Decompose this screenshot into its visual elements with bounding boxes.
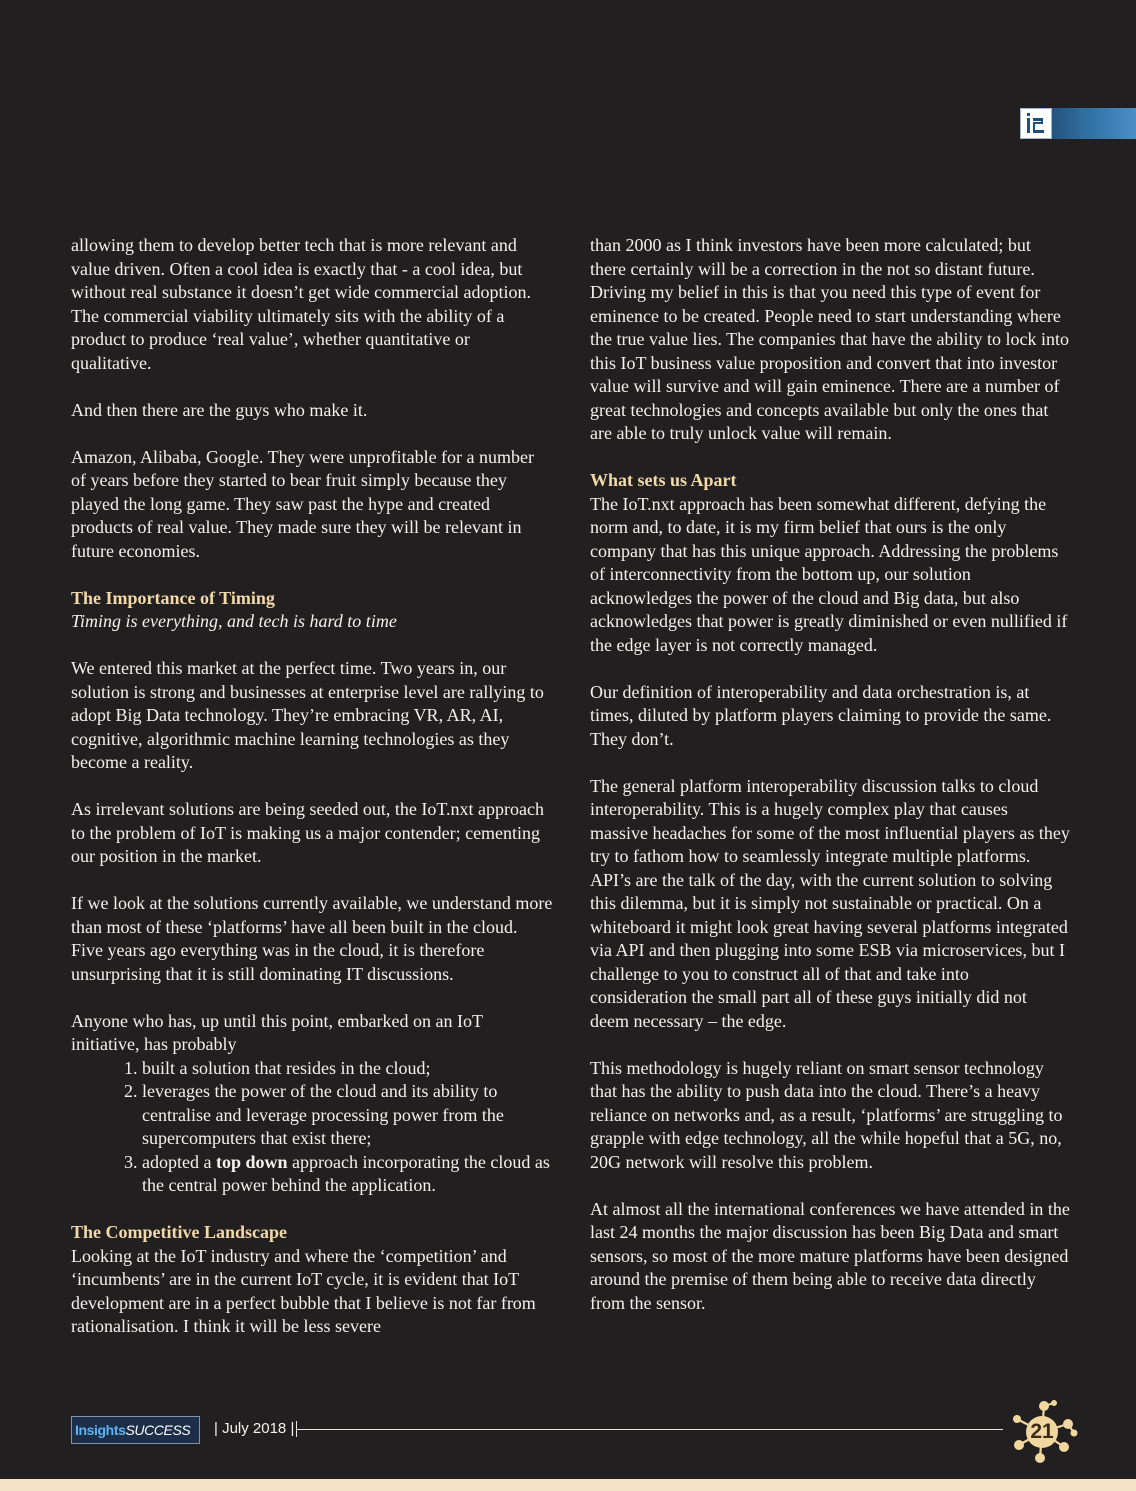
paragraph: And then there are the guys who make it. [71, 399, 368, 420]
list-item [142, 1151, 553, 1198]
list-item [142, 1057, 553, 1081]
page-number: 21 [1030, 1420, 1054, 1443]
paragraph: We entered this market at the perfect time. Two years in, our solution is strong and businesses at enterprise level are rallying to adopt Big Data technology. They’re embracing VR, AR, AI, cognitive, algorithmic machine learning technologies as they become a reality. [71, 658, 544, 772]
i2-logo-icon [1020, 108, 1052, 139]
paragraph: Amazon, Alibaba, Google. They were unprofitable for a number of years before they started to bear fruit simply because they played the long game. They saw past the hype and created products of real value. They made sure they will be relevant in future economies. [71, 446, 535, 561]
numbered-list [71, 1057, 553, 1198]
list-item-text: built a solution that resides in the cloud; [142, 1057, 431, 1078]
paragraph: Anyone who has, up until this point, embarked on an IoT initiative, has probably [71, 1010, 483, 1054]
list-item-text-pre: adopted a [142, 1151, 216, 1172]
right-column [590, 234, 1070, 1339]
section-heading-apart: What sets us Apart [590, 470, 737, 490]
paragraph: As irrelevant solutions are being seeded out, the IoT.nxt approach to the problem of IoT is making us a major contender; cementing our position in the market. [71, 799, 545, 866]
paragraph: than 2000 as I think investors have been more calculated; but there certainly will be a correction in the not so distant future. Driving my belief in this is that you need this type of event for eminence to be created. People need to start understanding where the true value lies. The companies that have the ability to lock into this IoT business value proposition and convert that into investor value will survive and will gain eminence. There are a number of great technologies and concepts available but only the ones that are able to truly unlock value will remain. [590, 235, 1070, 443]
paragraph: This methodology is hugely reliant on smart sensor technology that has the ability to push data into the cloud. There’s a heavy reliance on networks and, as a result, ‘platforms’ are struggling to grapple with edge technology, all the while hopeful that a 5G, no, 20G network will resolve this problem. [590, 1057, 1063, 1172]
paragraph: Looking at the IoT industry and where the ‘competition’ and ‘incumbents’ are in the current IoT cycle, it is evident that IoT development are in a perfect bubble that I believe is not far from rationalisation. I think it will be less severe [71, 1245, 536, 1336]
paragraph: If we look at the solutions currently available, we understand more than most of these ‘platforms’ have all been built in the cloud. Five years ago everything was in the cloud, it is therefore unsurprising that it is still dominating IT discussions. [71, 893, 553, 984]
left-column [71, 234, 553, 1362]
list-item-text-post: approach incorporating the cloud as the central power behind the application. [142, 1151, 550, 1195]
section-heading-timing: The Importance of Timing [71, 587, 275, 608]
paragraph: At almost all the international conferences we have attended in the last 24 months the major discussion has been Big Data and smart sensors, so most of the more mature platforms have been designed around the premise of them being able to receive data directly from the sensor. [590, 1198, 1070, 1313]
issue-date: | July 2018 | [214, 1420, 295, 1437]
paragraph: allowing them to develop better tech that is more relevant and value driven. Often a cool idea is exactly that - a cool idea, but without real substance it doesn’t get wide commercial adoption. The commercial viability ultimately sits with the ability of a product to produce ‘real value’, whether quantitative or qualitative. [71, 235, 532, 373]
bottom-strip [0, 1479, 1136, 1491]
list-item-text: leverages the power of the cloud and its ability to centralise and leverage processing power from the supercomputers that exist there; [142, 1081, 504, 1148]
paragraph: Our definition of interoperability and data orchestration is, at times, diluted by platform players claiming to provide the same. They don’t. [590, 681, 1052, 749]
logo-main-text: Insights [75, 1422, 126, 1438]
section-heading-competitive: The Competitive Landscape [71, 1222, 287, 1242]
list-item [142, 1080, 553, 1151]
footer-divider [297, 1429, 1003, 1430]
list-item-bold-text: top down [215, 1151, 288, 1172]
section-subtitle: Timing is everything, and tech is hard to time [71, 611, 397, 631]
paragraph: The IoT.nxt approach has been somewhat different, defying the norm and, to date, it is my firm belief that ours is the only company that has this unique approach. Addressing the problems of interconnectivity from the bottom up, our solution acknowledges the power of the cloud and Big data, but also acknowledges that power is greatly diminished or even nullified if the edge layer is not correctly managed. [590, 493, 1068, 655]
insights-success-logo [71, 1416, 200, 1444]
logo-accent-text: SUCCESS [125, 1422, 191, 1438]
paragraph: The general platform interoperability discussion talks to cloud interoperability. This is a hugely complex play that causes massive headaches for some of the most influential players as they try to fathom how to seamlessly integrate multiple platforms. API’s are the talk of the day, with the current solution to solving this dilemma, but it is simply not sustainable or practical. On a whiteboard it might look great having several platforms integrated via API and then plugging into some ESB via microservices, but I challenge to you to construct all of that and take into consideration the small part all of these guys initially did not deem necessary – the edge. [590, 775, 1070, 1031]
